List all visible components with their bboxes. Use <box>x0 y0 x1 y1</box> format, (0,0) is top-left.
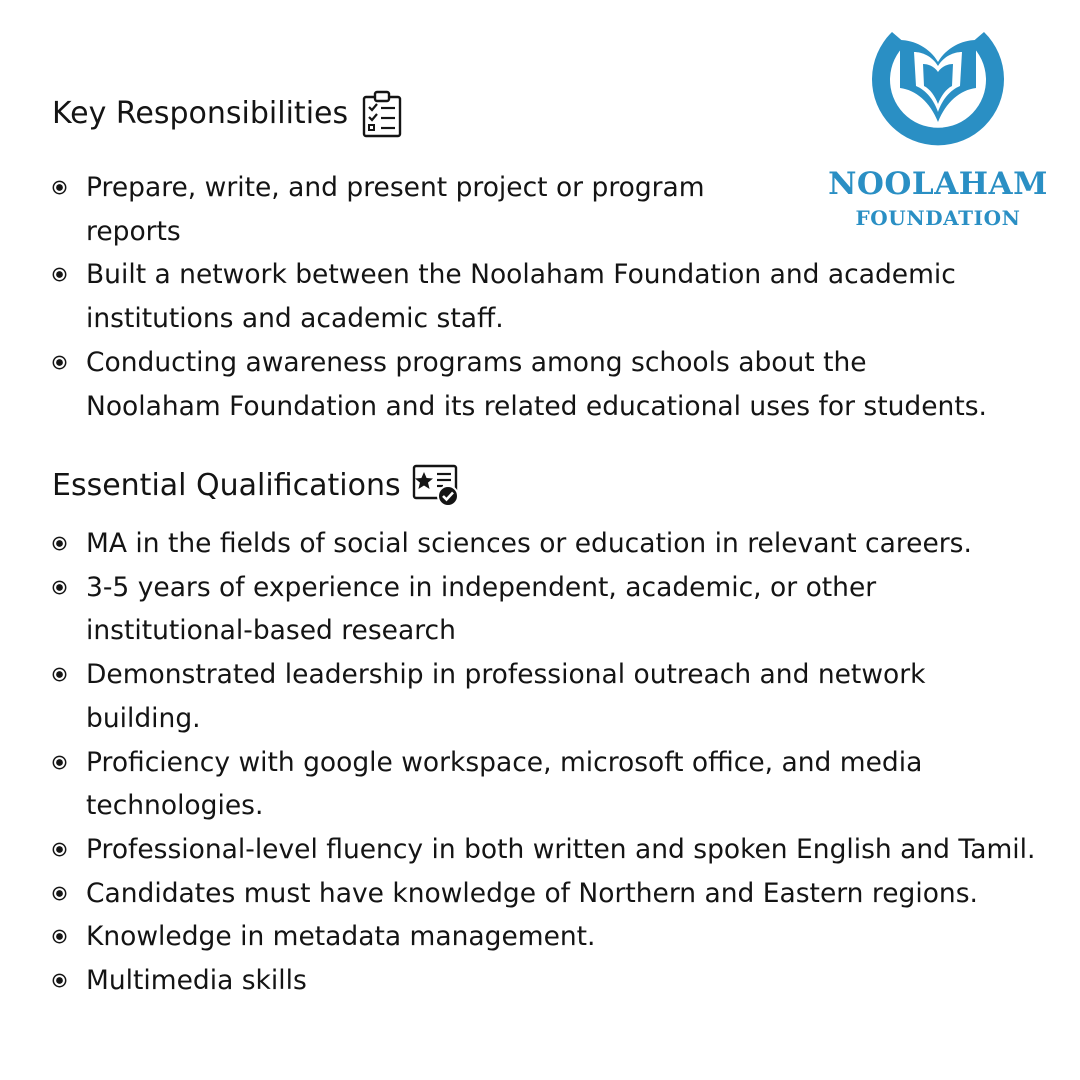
book-emblem-icon <box>860 26 1016 166</box>
qualifications-heading <box>52 462 459 510</box>
responsibilities-heading-text: Key Responsibilities <box>52 96 349 131</box>
radio-bullet-icon <box>52 929 67 944</box>
responsibilities-heading <box>52 90 406 138</box>
radio-bullet-icon <box>52 667 67 682</box>
radio-bullet-icon <box>52 180 67 195</box>
list-item: Multimedia skills <box>52 959 1035 1003</box>
qualifications-list <box>52 522 1035 1003</box>
responsibilities-list <box>52 166 987 428</box>
radio-bullet-icon <box>52 580 67 595</box>
list-item: Knowledge in metadata management. <box>52 915 1035 959</box>
list-item: Professional-level fluency in both written and spoken English and Tamil. <box>52 828 1035 872</box>
logo-name: NOOLAHAM <box>828 166 1048 202</box>
logo-subtitle: FOUNDATION <box>855 206 1021 230</box>
list-item: MA in the fields of social sciences or education in relevant careers. <box>52 522 1035 566</box>
certificate-check-icon <box>411 462 459 510</box>
list-item: 3-5 years of experience in independent, academic, or other institutional-based research <box>52 566 1035 653</box>
radio-bullet-icon <box>52 755 67 770</box>
radio-bullet-icon <box>52 973 67 988</box>
radio-bullet-icon <box>52 267 67 282</box>
radio-bullet-icon <box>52 536 67 551</box>
radio-bullet-icon <box>52 842 67 857</box>
clipboard-checklist-icon <box>358 90 406 138</box>
list-item: Conducting awareness programs among schools about the Noolaham Foundation and its related educational uses for students. <box>52 341 987 428</box>
list-item: Built a network between the Noolaham Foundation and academic institutions and academic staff. <box>52 253 987 340</box>
list-item: Candidates must have knowledge of Northern and Eastern regions. <box>52 872 1035 916</box>
radio-bullet-icon <box>52 355 67 370</box>
qualifications-heading-text: Essential Qualifications <box>52 468 401 503</box>
list-item: Prepare, write, and present project or program reports <box>52 166 987 253</box>
radio-bullet-icon <box>52 886 67 901</box>
list-item: Demonstrated leadership in professional outreach and network building. <box>52 653 1035 740</box>
list-item: Proficiency with google workspace, microsoft office, and media technologies. <box>52 741 1035 828</box>
